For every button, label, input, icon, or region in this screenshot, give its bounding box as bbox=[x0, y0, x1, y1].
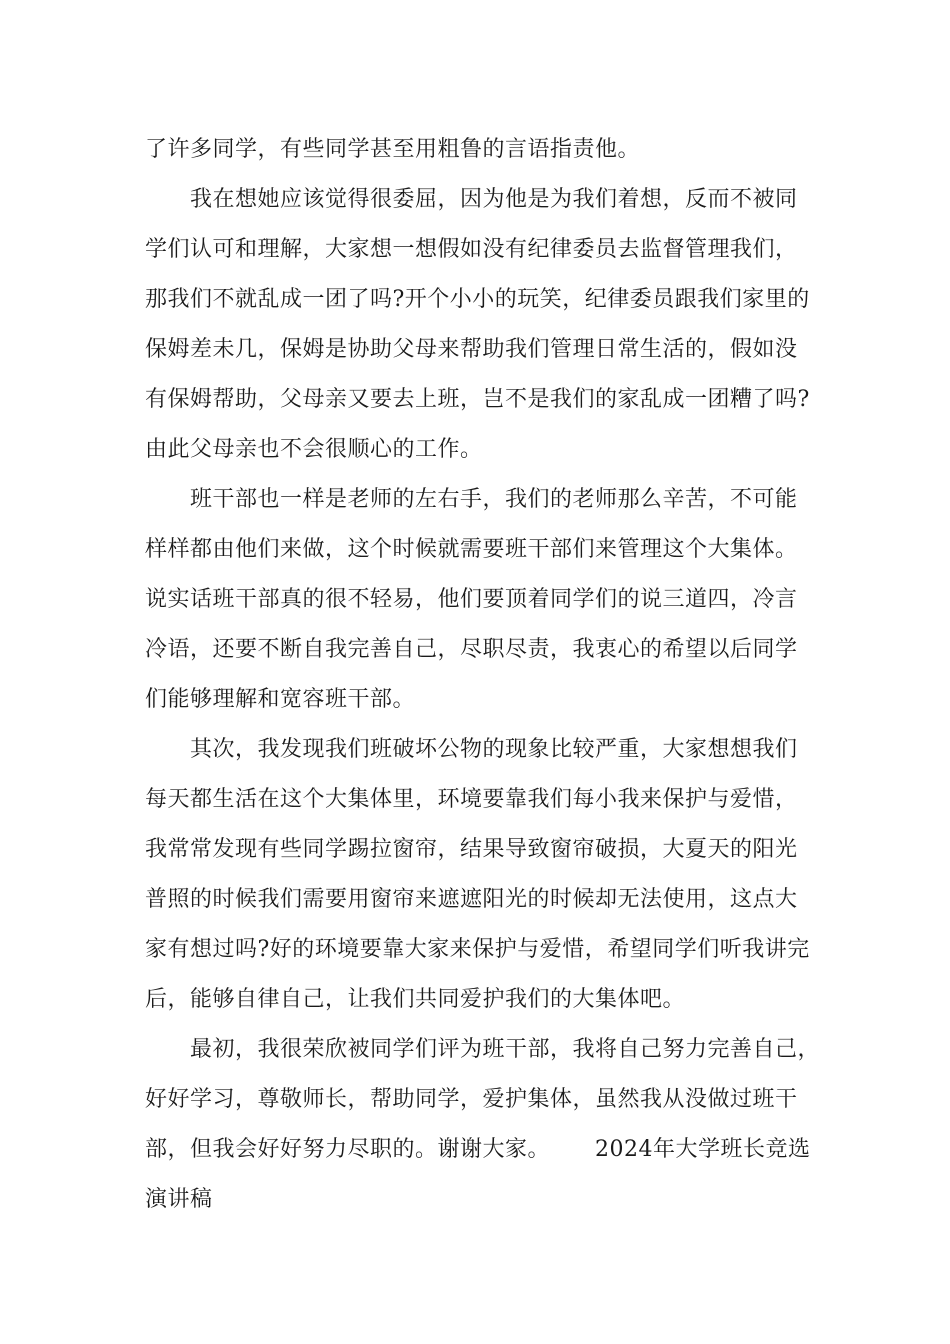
text-line: 普照的时候我们需要用窗帘来遮遮阳光的时候却无法使用，这点大 bbox=[145, 887, 798, 912]
text-line: 我常常发现有些同学踢拉窗帘，结果导致窗帘破损，大夏天的阳光 bbox=[145, 837, 798, 862]
text-line: 演讲稿 bbox=[145, 1187, 213, 1212]
text-line: 那我们不就乱成一团了吗?开个小小的玩笑，纪律委员跟我们家里的 bbox=[145, 287, 810, 312]
text-line: 每天都生活在这个大集体里，环境要靠我们每小我来保护与爱惜， bbox=[145, 787, 798, 812]
paragraph-first-line: 其次，我发现我们班破坏公物的现象比较严重，大家想想我们 bbox=[190, 737, 798, 762]
text-line: 好好学习，尊敬师长，帮助同学，爱护集体，虽然我从没做过班干 bbox=[145, 1087, 798, 1112]
text-line: 家有想过吗?好的环境要靠大家来保护与爱惜，希望同学们听我讲完 bbox=[145, 937, 810, 962]
text-line: 说实话班干部真的很不轻易，他们要顶着同学们的说三道四，冷言 bbox=[145, 587, 798, 612]
text-line: 冷语，还要不断自我完善自己，尽职尽责，我衷心的希望以后同学 bbox=[145, 637, 798, 662]
text-line: 保姆差未几，保姆是协助父母来帮助我们管理日常生活的，假如没 bbox=[145, 337, 798, 362]
text-line: 后，能够自律自己，让我们共同爱护我们的大集体吧。 bbox=[145, 987, 686, 1012]
paragraph-first-line: 我在想她应该觉得很委屈，因为他是为我们着想，反而不被同 bbox=[190, 187, 798, 212]
text-line: 由此父母亲也不会很顺心的工作。 bbox=[145, 437, 483, 462]
text-line: 样样都由他们来做，这个时候就需要班干部们来管理这个大集体。 bbox=[145, 537, 798, 562]
text-line: 了许多同学，有些同学甚至用粗鲁的言语指责他。 bbox=[145, 137, 641, 162]
text-line: 有保姆帮助，父母亲又要去上班，岂不是我们的家乱成一团糟了吗? bbox=[145, 387, 810, 412]
text-line: 学们认可和理解，大家想一想假如没有纪律委员去监督管理我们， bbox=[145, 237, 798, 262]
paragraph-first-line: 最初，我很荣欣被同学们评为班干部，我将自己努力完善自己， bbox=[190, 1037, 821, 1062]
text-line: 们能够理解和宽容班干部。 bbox=[145, 687, 416, 712]
paragraph-first-line: 班干部也一样是老师的左右手，我们的老师那么辛苦，不可能 bbox=[190, 487, 798, 512]
text-line: 部，但我会好好努力尽职的。谢谢大家。 2024年大学班长竞选 bbox=[145, 1137, 811, 1162]
